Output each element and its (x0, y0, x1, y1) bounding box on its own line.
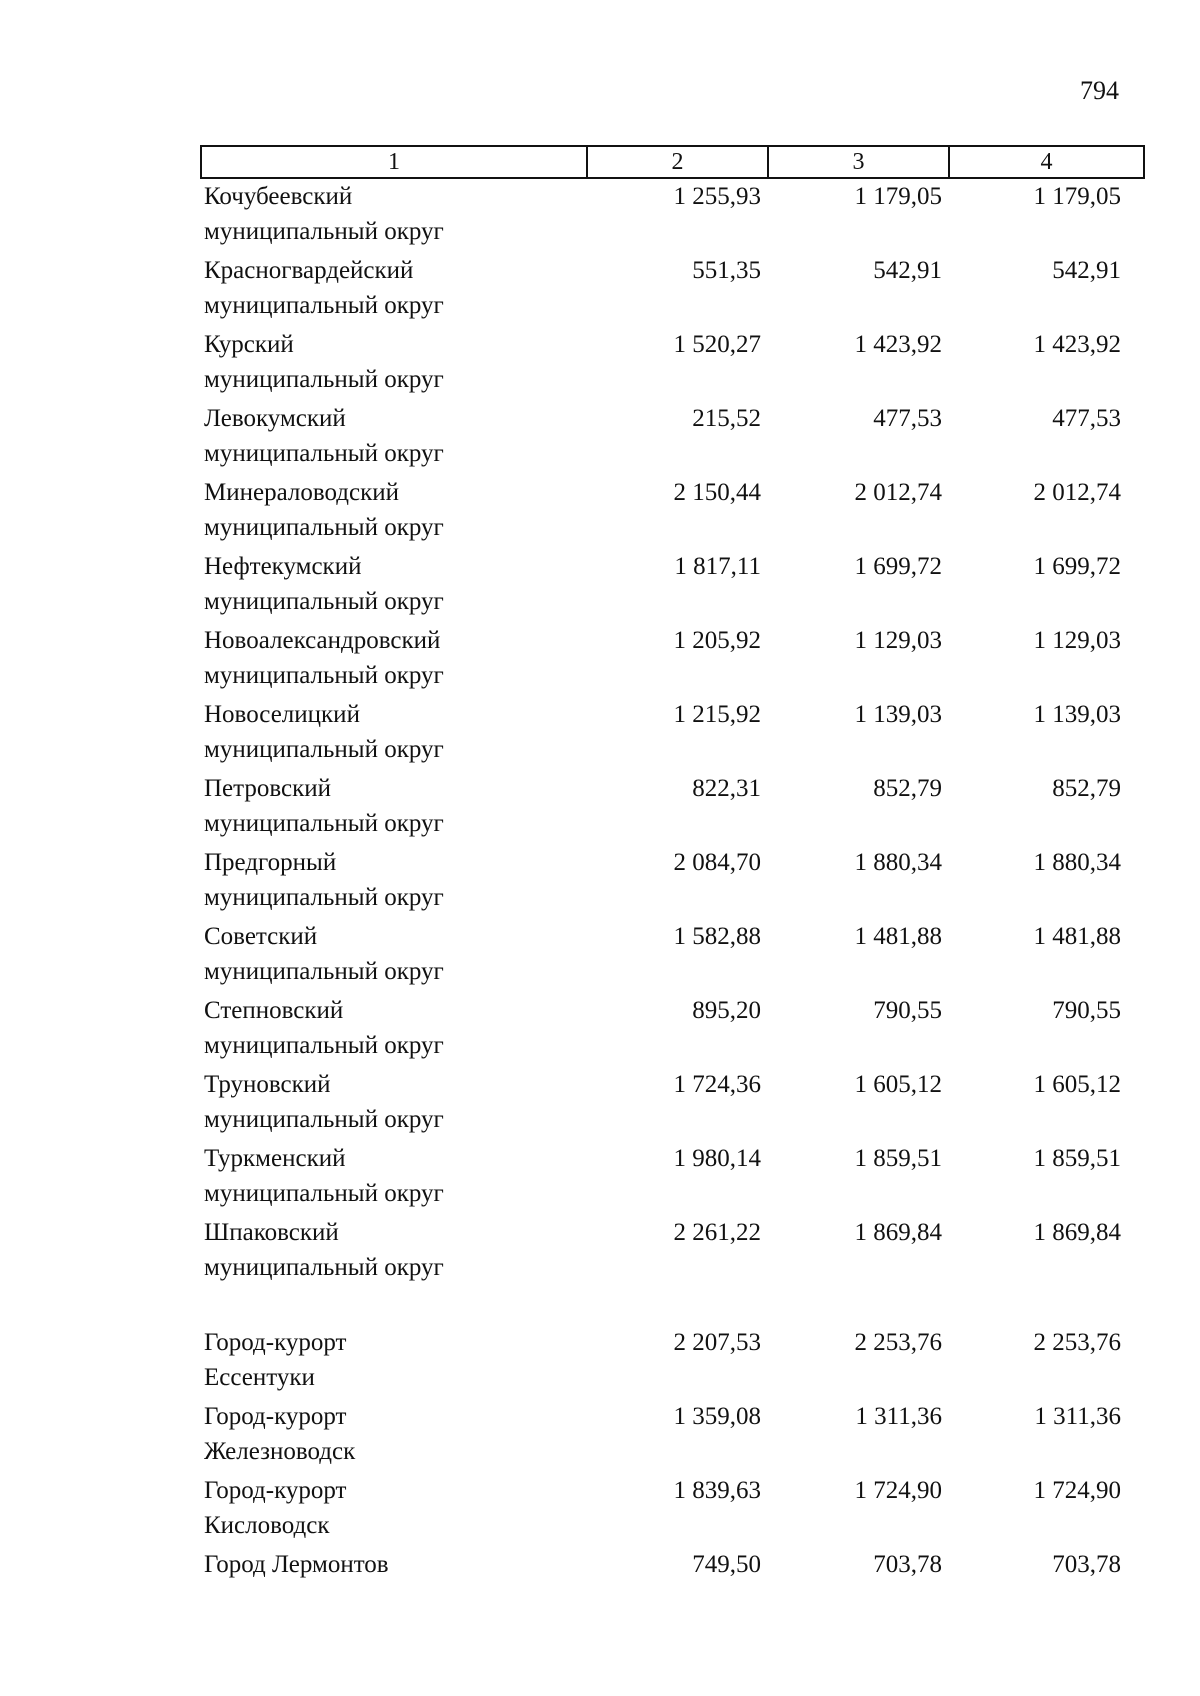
table-row (200, 1473, 1145, 1547)
row-value-c3: 542,91 (873, 257, 942, 284)
row-value-c2: 215,52 (692, 405, 761, 432)
row-value-c4: 542,91 (1052, 257, 1121, 284)
row-value-c3: 1 139,03 (854, 701, 942, 728)
row-value-c3: 1 423,92 (854, 331, 942, 358)
row-name: Новоалександровский муниципальный округ (204, 627, 444, 689)
row-value-c2: 2 084,70 (673, 849, 761, 876)
row-name: Город-курорт Кисловодск (204, 1477, 347, 1539)
row-value-c4: 1 605,12 (1033, 1071, 1121, 1098)
row-name: Петровский муниципальный округ (204, 775, 444, 837)
row-value-c3: 1 869,84 (854, 1219, 942, 1246)
row-value-c2: 822,31 (692, 775, 761, 802)
row-value-c4: 852,79 (1052, 775, 1121, 802)
row-name: Нефтекумский муниципальный округ (204, 553, 444, 615)
row-value-c2: 1 520,27 (673, 331, 761, 358)
row-value-c2: 749,50 (692, 1551, 761, 1578)
row-value-c3: 2 253,76 (854, 1329, 942, 1356)
row-value-c2: 1 205,92 (673, 627, 761, 654)
row-value-c3: 2 012,74 (854, 479, 942, 506)
row-value-c2: 1 724,36 (673, 1071, 761, 1098)
page-number: 794 (1080, 76, 1119, 105)
row-value-c4: 1 869,84 (1033, 1219, 1121, 1246)
row-value-c3: 1 481,88 (854, 923, 942, 950)
table-row (200, 327, 1145, 401)
table-row (200, 1325, 1145, 1399)
row-value-c3: 1 859,51 (854, 1145, 942, 1172)
table-row (200, 401, 1145, 475)
row-value-c2: 1 255,93 (673, 183, 761, 210)
row-value-c2: 2 261,22 (673, 1219, 761, 1246)
row-value-c2: 1 582,88 (673, 923, 761, 950)
row-value-c3: 1 179,05 (854, 183, 942, 210)
row-value-c3: 703,78 (873, 1551, 942, 1578)
row-value-c3: 1 699,72 (854, 553, 942, 580)
table-row (200, 1547, 1145, 1621)
table-row (200, 253, 1145, 327)
row-value-c4: 1 129,03 (1033, 627, 1121, 654)
row-name: Кочубеевский муниципальный округ (204, 183, 444, 245)
row-value-c4: 1 179,05 (1033, 183, 1121, 210)
row-name: Новоселицкий муниципальный округ (204, 701, 444, 763)
row-value-c4: 1 311,36 (1034, 1403, 1121, 1430)
row-name: Левокумский муниципальный округ (204, 405, 444, 467)
row-value-c2: 1 359,08 (673, 1403, 761, 1430)
row-name: Труновский муниципальный округ (204, 1071, 444, 1133)
group-spacer (200, 1289, 1145, 1325)
row-name: Туркменский муниципальный округ (204, 1145, 444, 1207)
header-cell-1: 1 (202, 147, 588, 177)
table-row (200, 475, 1145, 549)
table-row (200, 549, 1145, 623)
row-name: Шпаковский муниципальный округ (204, 1219, 444, 1281)
table-row (200, 919, 1145, 993)
row-value-c4: 2 012,74 (1033, 479, 1121, 506)
row-name: Город-курорт Железноводск (204, 1403, 356, 1465)
row-value-c4: 790,55 (1052, 997, 1121, 1024)
table-row (200, 697, 1145, 771)
row-value-c4: 1 724,90 (1033, 1477, 1121, 1504)
row-value-c4: 1 699,72 (1033, 553, 1121, 580)
table-row (200, 1399, 1145, 1473)
row-value-c4: 1 481,88 (1033, 923, 1121, 950)
table-row (200, 1067, 1145, 1141)
row-value-c2: 895,20 (692, 997, 761, 1024)
row-value-c4: 2 253,76 (1033, 1329, 1121, 1356)
table-row (200, 623, 1145, 697)
table-row (200, 179, 1145, 253)
row-value-c3: 477,53 (873, 405, 942, 432)
table-row (200, 771, 1145, 845)
row-value-c2: 551,35 (692, 257, 761, 284)
row-name: Минераловодский муниципальный округ (204, 479, 444, 541)
row-value-c2: 2 150,44 (673, 479, 761, 506)
table-header-row (200, 145, 1145, 179)
row-name: Город-курорт Ессентуки (204, 1329, 347, 1391)
row-value-c3: 852,79 (873, 775, 942, 802)
row-value-c4: 477,53 (1052, 405, 1121, 432)
table-row (200, 1215, 1145, 1289)
table-body-municipal-districts (200, 179, 1145, 1289)
table-body-cities (200, 1325, 1145, 1621)
row-value-c2: 1 980,14 (673, 1145, 761, 1172)
row-value-c2: 1 215,92 (673, 701, 761, 728)
row-value-c2: 2 207,53 (673, 1329, 761, 1356)
row-value-c3: 1 605,12 (854, 1071, 942, 1098)
row-name: Курский муниципальный округ (204, 331, 444, 393)
header-cell-4: 4 (1040, 149, 1053, 175)
row-value-c2: 1 839,63 (673, 1477, 761, 1504)
row-value-c4: 1 880,34 (1033, 849, 1121, 876)
header-cell-2: 2 (588, 147, 769, 177)
table-row (200, 845, 1145, 919)
row-value-c3: 1 311,36 (855, 1403, 942, 1430)
data-table (200, 145, 1145, 1621)
table-row (200, 993, 1145, 1067)
row-value-c3: 1 880,34 (854, 849, 942, 876)
row-value-c3: 1 724,90 (854, 1477, 942, 1504)
header-cell-3: 3 (769, 147, 950, 177)
row-name: Город Лермонтов (204, 1551, 389, 1578)
row-name: Степновский муниципальный округ (204, 997, 444, 1059)
row-name: Советский муниципальный округ (204, 923, 444, 985)
row-value-c4: 1 423,92 (1033, 331, 1121, 358)
table-row (200, 1141, 1145, 1215)
row-value-c4: 703,78 (1052, 1551, 1121, 1578)
row-value-c4: 1 139,03 (1033, 701, 1121, 728)
row-name: Красногвардейский муниципальный округ (204, 257, 444, 319)
row-value-c3: 1 129,03 (854, 627, 942, 654)
row-value-c4: 1 859,51 (1033, 1145, 1121, 1172)
row-name: Предгорный муниципальный округ (204, 849, 444, 911)
row-value-c2: 1 817,11 (674, 553, 761, 580)
row-value-c3: 790,55 (873, 997, 942, 1024)
